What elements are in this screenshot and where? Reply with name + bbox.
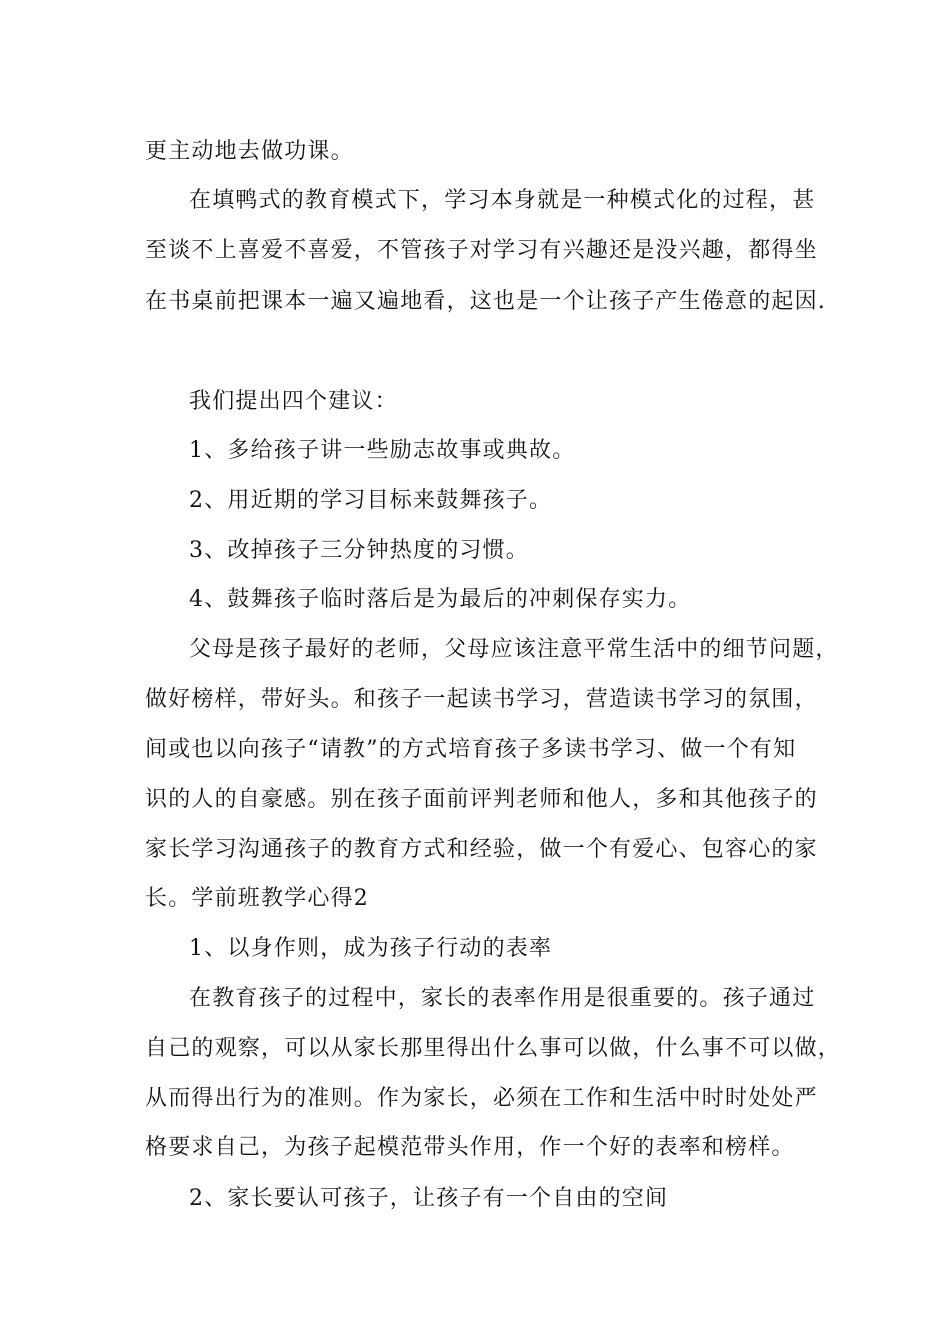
text-line: 间或也以向孩子“请教”的方式培育孩子多读书学习、做一个有知	[145, 737, 797, 762]
paragraph-first-line: 我们提出四个建议：	[189, 389, 398, 414]
text-line: 识的人的自豪感。别在孩子面前评判老师和他人，多和其他孩子的	[145, 787, 818, 812]
paragraph-first-line: 在填鸭式的教育模式下，学习本身就是一种模式化的过程，甚	[189, 188, 816, 213]
text-line: 做好榜样，带好头。和孩子一起读书学习，营造读书学习的氛围，	[145, 687, 818, 712]
text-line: 格要求自己，为孩子起模范带头作用，作一个好的表率和榜样。	[145, 1135, 795, 1160]
list-item: 3、改掉孩子三分钟热度的习惯。	[189, 538, 529, 563]
list-item: 2、用近期的学习目标来鼓舞孩子。	[189, 488, 553, 513]
text-line: 在书桌前把课本一遍又遍地看，这也是一个让孩子产生倦意的起因.	[145, 289, 826, 314]
list-item: 1、多给孩子讲一些励志故事或典故。	[189, 438, 576, 463]
paragraph-first-line: 父母是孩子最好的老师，父母应该注意平常生活中的细节问题，	[189, 637, 839, 662]
text-line: 自己的观察，可以从家长那里得出什么事可以做，什么事不可以做，	[145, 1036, 842, 1061]
text-line: 至谈不上喜爱不喜爱，不管孩子对学习有兴趣还是没兴趣，都得坐	[145, 238, 818, 263]
text-line: 家长学习沟通孩子的教育方式和经验，做一个有爱心、包容心的家	[145, 837, 818, 862]
section-heading: 1、以身作则，成为孩子行动的表率	[189, 936, 553, 961]
text-line: 更主动地去做功课。	[145, 139, 354, 164]
paragraph-first-line: 在教育孩子的过程中，家长的表率作用是很重要的。孩子通过	[189, 986, 816, 1011]
section-heading: 2、家长要认可孩子，让孩子有一个自由的空间	[189, 1186, 669, 1211]
list-item: 4、鼓舞孩子临时落后是为最后的冲刺保存实力。	[189, 587, 692, 612]
text-line: 从而得出行为的准则。作为家长，必须在工作和生活中时时处处严	[145, 1086, 818, 1111]
text-line: 长。学前班教学心得2	[145, 886, 369, 911]
